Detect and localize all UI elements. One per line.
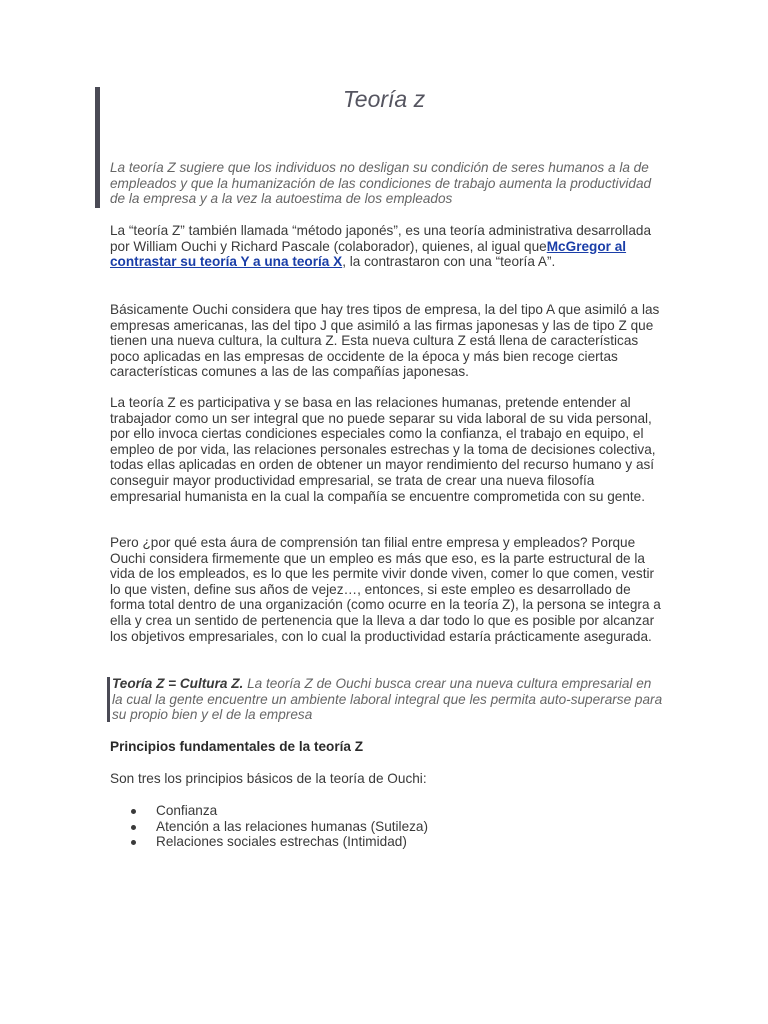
paragraph-1-text-end: , la contrastaron con una “teoría A”. [342, 254, 556, 270]
quote-block [112, 676, 664, 723]
quote-strong: Teoría Z = Cultura Z. [112, 676, 244, 691]
page-title: Teoría z [342, 86, 426, 112]
list-item-label: Confianza [156, 803, 218, 818]
quote-text: La teoría Z de Ouchi busca crear una nueva cultura empresarial en la cual la gente encuentre un ambiente laboral integral que les permita auto-superarse para su propio bien y el de la empresa [112, 676, 663, 723]
paragraph-1 [110, 223, 662, 270]
list-item-label: Atención a las relaciones humanas (Sutileza) [156, 818, 429, 834]
principles-intro: Son tres los principios básicos de la teoría de Ouchi: [110, 771, 427, 786]
paragraph-4: Pero ¿por qué esta áura de comprensión tan filial entre empresa y empleados? Porque Ouchi considera firmemente que un empleo es más que eso, es la parte estructural de la vida de los empleados, es lo que les permite vivir donde viven, comer lo que comen, vestir lo que visten, define sus años de vejez…, entonces, si este empleo es desarrollado de forma total dentro de una organización (como ocurre en la teoría Z), la persona se integra a ella y crea un sentido de pertenencia que la lleva a dar todo lo que es posible por alcanzar los objetivos empresariales, con lo cual la productividad estaría prácticamente asegurada. [110, 535, 661, 644]
quote-accent-bar [107, 677, 110, 722]
paragraph-1-text-start: La “teoría Z” también llamada “método japonés”, es una teoría administrativa desarrollada por William Ouchi y Richard Pascale (colaborador), quienes, al igual que [110, 223, 652, 254]
bullet-icon [131, 825, 136, 830]
bullet-icon [131, 809, 136, 814]
paragraph-3: La teoría Z es participativa y se basa en las relaciones humanas, pretende entender al trabajador como un ser integral que no puede separar su vida laboral de su vida personal, por ello invoca ciertas condiciones especiales como la confianza, el trabajo en equipo, el empleo de por vida, las relaciones personales estrechas y la toma de decisiones colectiva, todas ellas aplicadas en orden de obtener un mayor rendimiento del recurso humano y así conseguir mayor productividad empresarial, se trata de crear una nueva filosofía empresarial humanista en la cual la compañía se encuentre comprometida con su gente. [110, 395, 656, 504]
paragraph-2: Básicamente Ouchi considera que hay tres tipos de empresa, la del tipo A que asimiló a las empresas americanas, las del tipo J que asimiló a las firmas japonesas y las de tipo Z que tienen una nueva cultura, la cultura Z. Esta nueva cultura Z está llena de características poco aplicadas en las empresas de occidente de la época y más bien recoge ciertas características comunes a las de las compañías japonesas. [110, 302, 660, 380]
list-item [110, 834, 428, 850]
list-item-label: Relaciones sociales estrechas (Intimidad) [156, 834, 407, 850]
mcgregor-link[interactable]: McGregor al contrastar su teoría Y a una teoría X [110, 238, 627, 270]
principles-list [110, 803, 428, 850]
list-item [110, 803, 428, 819]
list-item [110, 819, 428, 835]
title-accent-bar [95, 87, 100, 208]
bullet-icon [131, 840, 136, 845]
section-heading: Principios fundamentales de la teoría Z [110, 739, 364, 754]
lead-paragraph: La teoría Z sugiere que los individuos no desligan su condición de seres humanos a la de empleados y que la humanización de las condiciones de trabajo aumenta la productividad de la empresa y a la vez la autoestima de los empleados [110, 160, 652, 206]
